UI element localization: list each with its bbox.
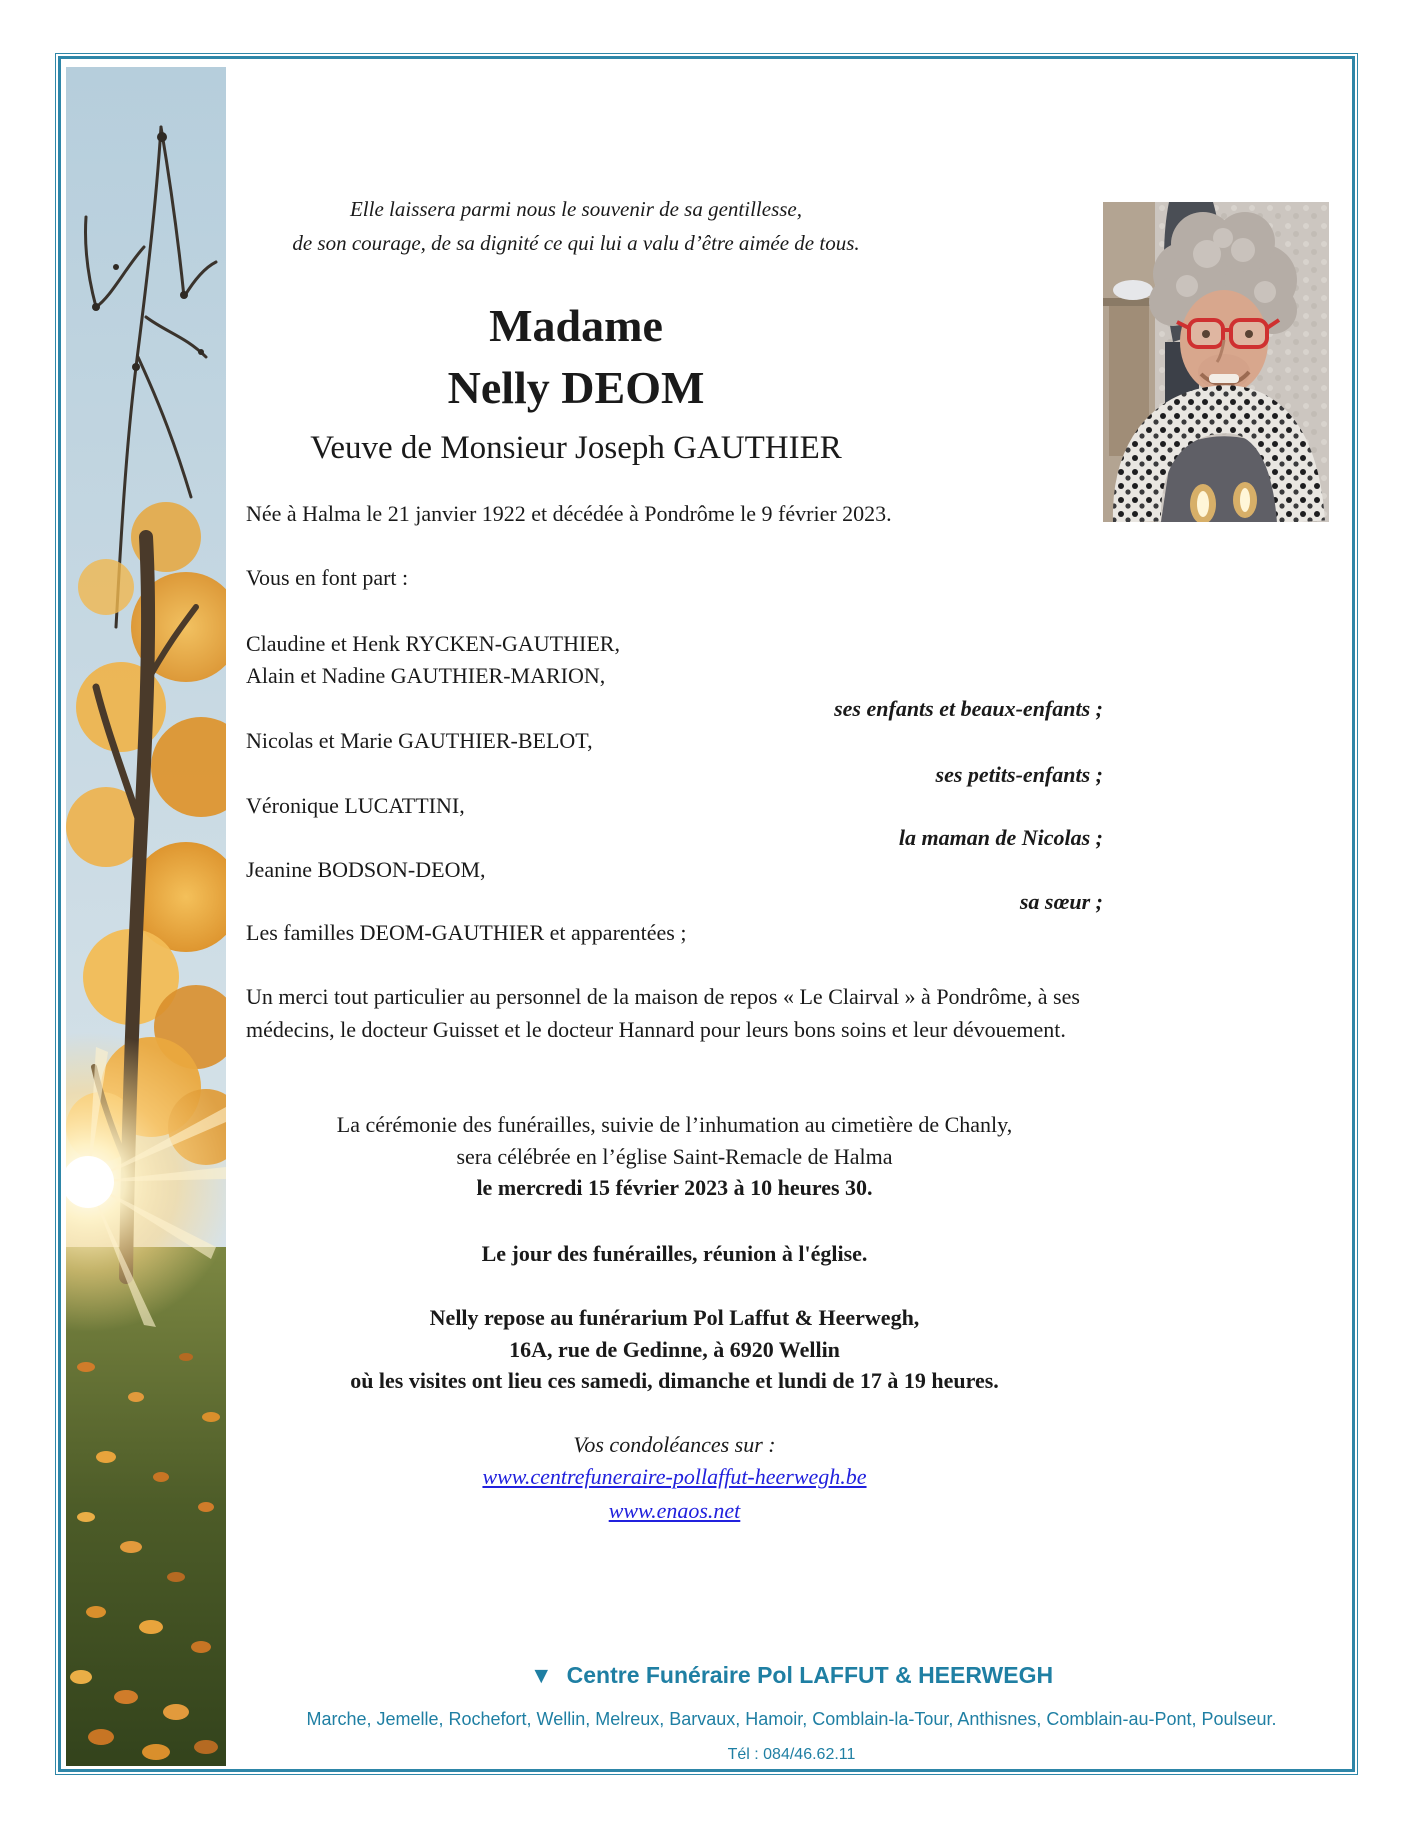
title-madame: Madame bbox=[489, 300, 663, 351]
condolences-link-enaos[interactable]: www.enaos.net bbox=[608, 1498, 741, 1523]
condolences-link-funeraire[interactable]: www.centrefuneraire-pollaffut-heerwegh.be bbox=[482, 1464, 867, 1489]
autumn-scene-graphic bbox=[66, 67, 226, 1766]
family-member: Véronique LUCATTINI, bbox=[246, 793, 465, 818]
families-line: Les familles DEOM-GAUTHIER et apparentées ; bbox=[246, 920, 687, 945]
repose-line-3: où les visites ont lieu ces samedi, dimanche et lundi de 17 à 19 heures. bbox=[350, 1368, 999, 1393]
relation-label: la maman de Nicolas ; bbox=[898, 825, 1103, 850]
ceremony-date-line: le mercredi 15 février 2023 à 10 heures 30. bbox=[476, 1175, 873, 1200]
repose-line-2: 16A, rue de Gedinne, à 6920 Wellin bbox=[509, 1337, 840, 1362]
meeting-line: Le jour des funérailles, réunion à l'église. bbox=[481, 1241, 868, 1266]
down-triangle-icon: ▼ bbox=[529, 1662, 553, 1688]
deceased-name: Nelly DEOM bbox=[447, 362, 705, 413]
thanks-paragraph: Un merci tout particulier au personnel de la maison de repos « Le Clairval » à Pondrôme, à ses médecins, le docteur Guisset et le docteur Hannard pour leurs bons soins et leur dévouement. bbox=[246, 984, 1080, 1042]
funeral-home-phone: Tél : 084/46.62.11 bbox=[727, 1746, 856, 1763]
announcement-label: Vous en font part : bbox=[246, 565, 409, 590]
funeral-home-title bbox=[226, 1662, 1357, 1689]
relation-label: sa sœur ; bbox=[1019, 889, 1103, 914]
portrait-graphic bbox=[1103, 202, 1329, 522]
family-member: Claudine et Henk RYCKEN-GAUTHIER, bbox=[246, 631, 620, 656]
portrait-photo bbox=[1103, 202, 1329, 522]
relation-label: ses petits-enfants ; bbox=[935, 762, 1103, 787]
ceremony-line-1: La cérémonie des funérailles, suivie de l’inhumation au cimetière de Chanly, bbox=[336, 1112, 1013, 1137]
condolences-label: Vos condoléances sur : bbox=[573, 1432, 776, 1457]
epitaph-line-2: de son courage, de sa dignité ce qui lui a valu d’être aimée de tous. bbox=[292, 231, 860, 255]
repose-line-1: Nelly repose au funérarium Pol Laffut & Heerwegh, bbox=[429, 1305, 920, 1330]
family-member: Nicolas et Marie GAUTHIER-BELOT, bbox=[246, 728, 593, 753]
ceremony-line-2: sera célébrée en l’église Saint-Remacle de Halma bbox=[456, 1144, 893, 1169]
family-member: Jeanine BODSON-DEOM, bbox=[246, 857, 486, 882]
widow-line: Veuve de Monsieur Joseph GAUTHIER bbox=[310, 430, 842, 466]
family-member: Alain et Nadine GAUTHIER-MARION, bbox=[246, 663, 606, 688]
birth-death-line: Née à Halma le 21 janvier 1922 et décédée à Pondrôme le 9 février 2023. bbox=[246, 501, 892, 526]
epitaph-line-1: Elle laissera parmi nous le souvenir de sa gentillesse, bbox=[349, 197, 803, 221]
autumn-trees-photo bbox=[66, 67, 226, 1766]
epitaph bbox=[246, 192, 906, 260]
funeral-home-name: Centre Funéraire Pol LAFFUT & HEERWEGH bbox=[566, 1662, 1054, 1688]
relation-label: ses enfants et beaux-enfants ; bbox=[834, 696, 1103, 721]
funeral-home-towns: Marche, Jemelle, Rochefort, Wellin, Melreux, Barvaux, Hamoir, Comblain-la-Tour, Anthisnes, Comblain-au-Pont, Poulseur. bbox=[306, 1709, 1277, 1729]
